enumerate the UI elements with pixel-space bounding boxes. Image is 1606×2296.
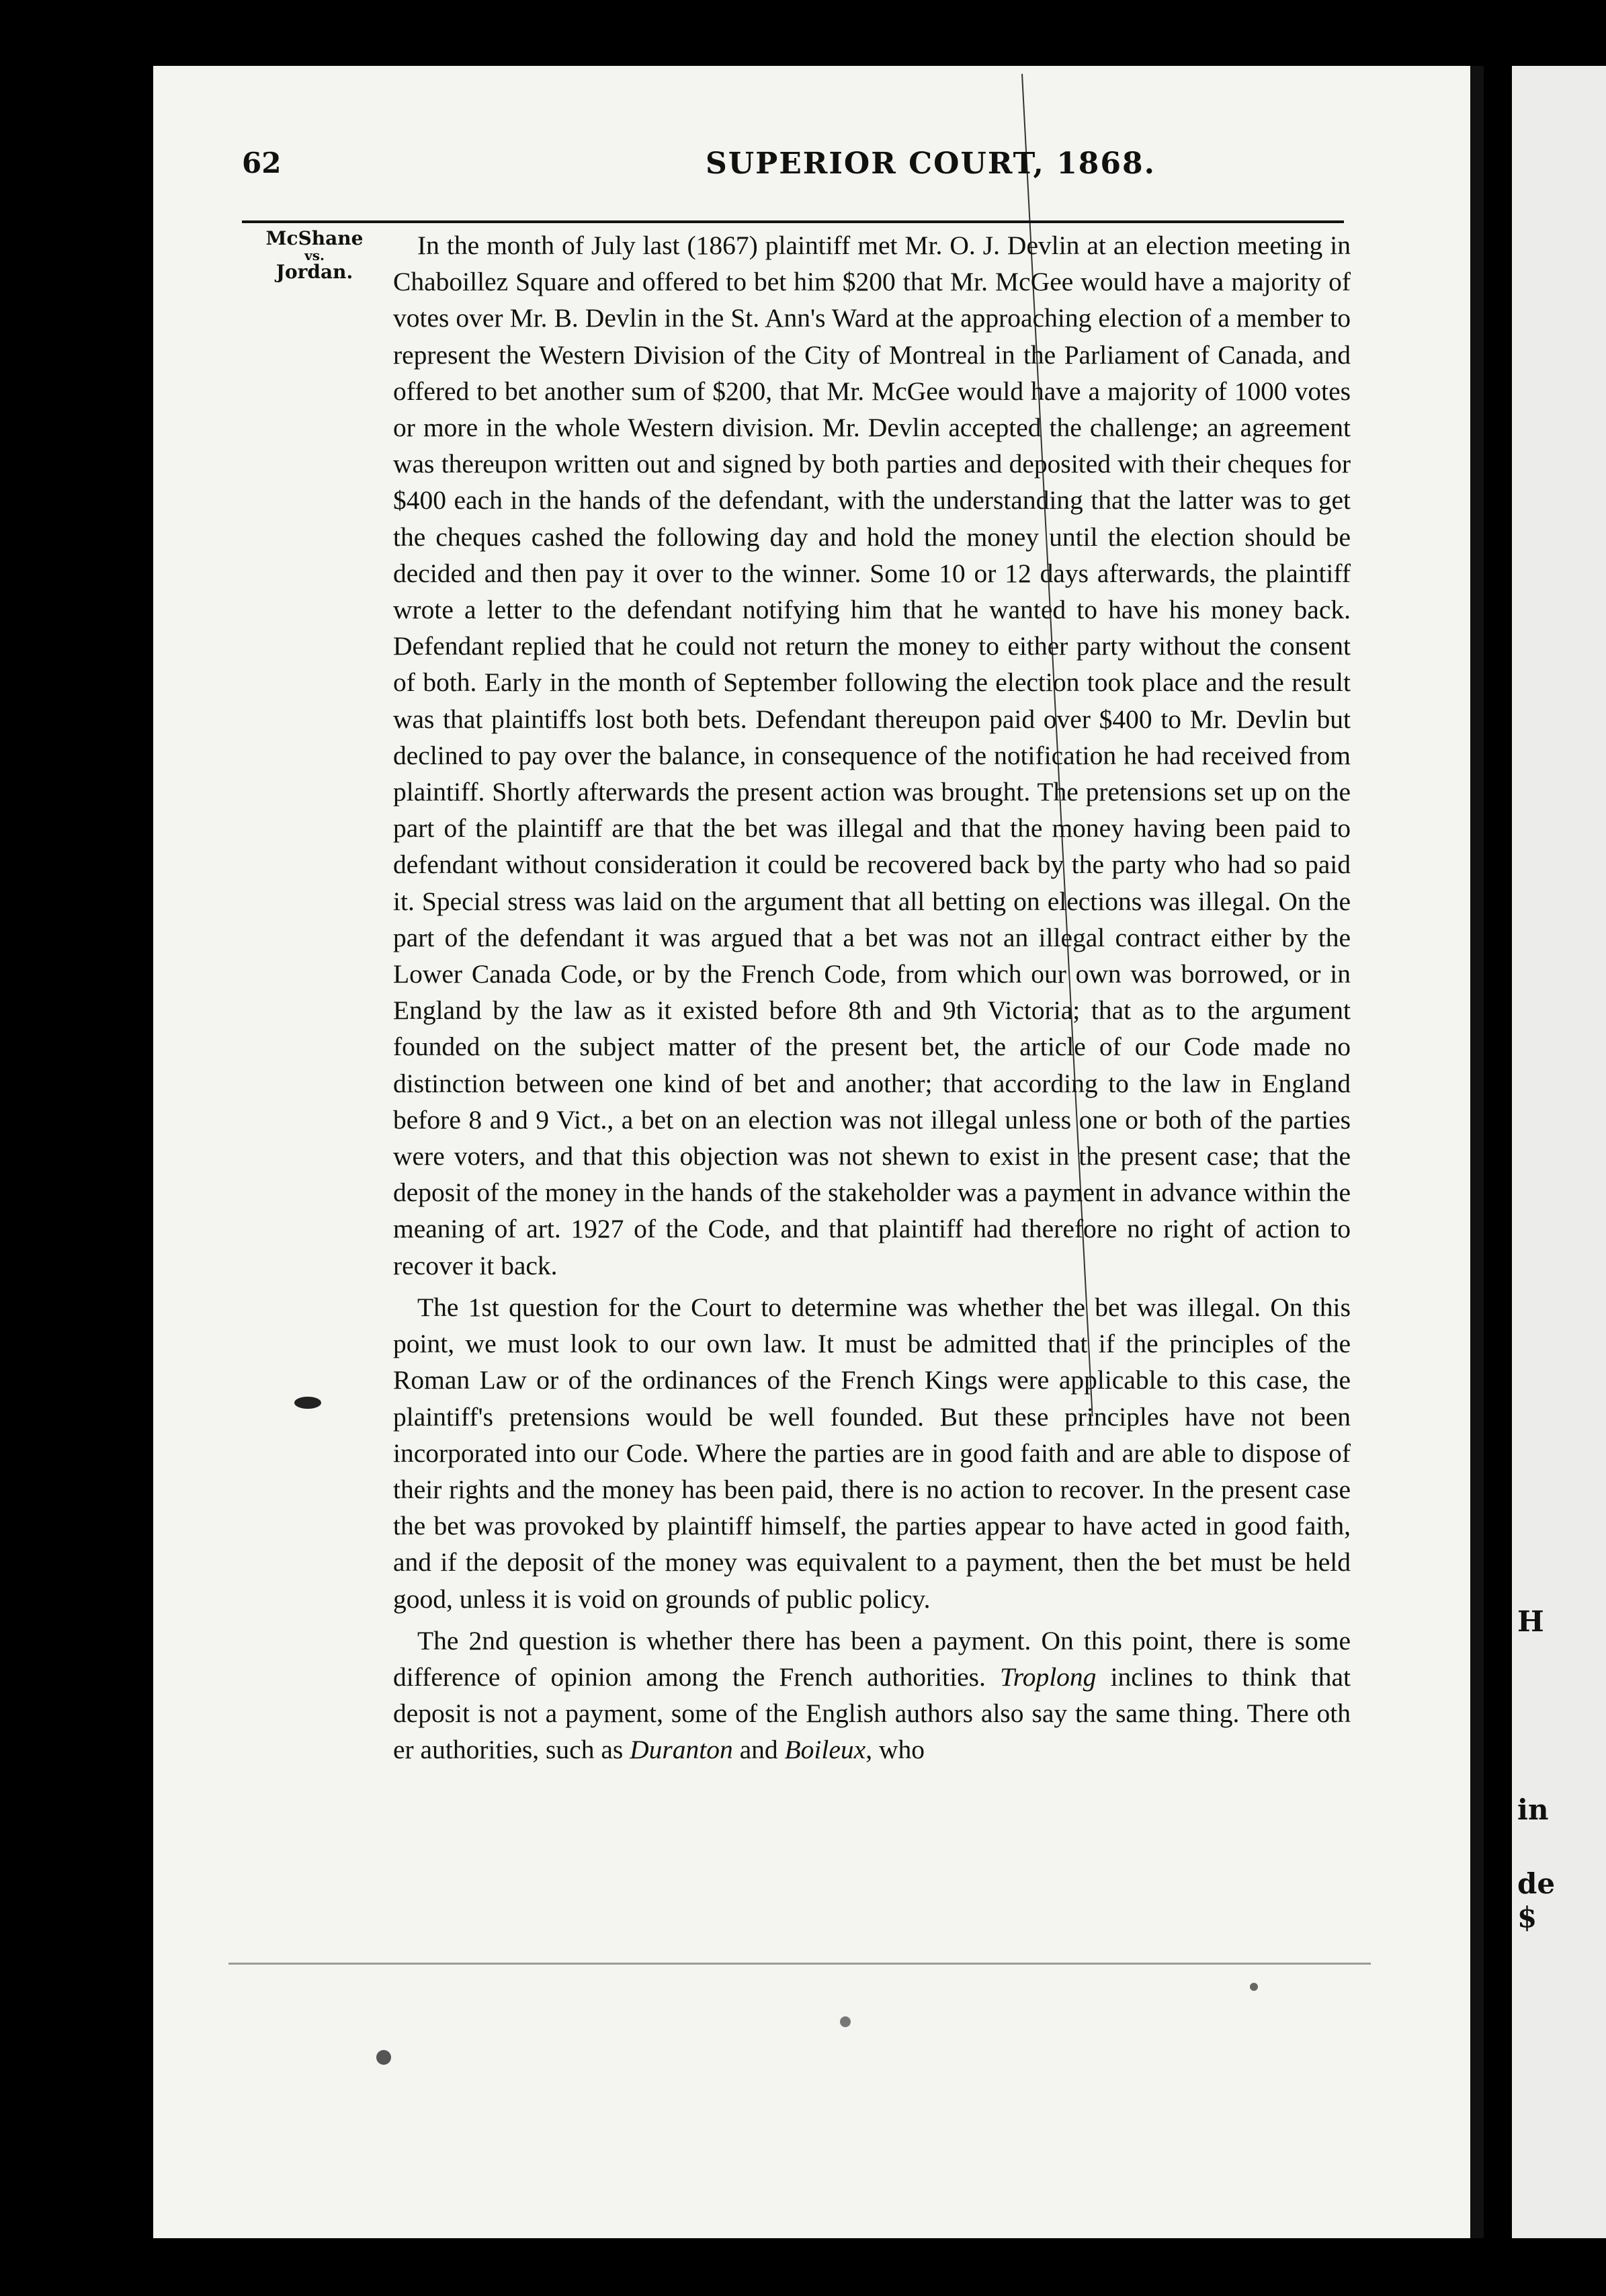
plaintiff-name: McShane <box>265 227 364 249</box>
ink-blot <box>376 2050 391 2065</box>
running-head <box>242 134 1357 188</box>
body-text <box>393 227 1351 1768</box>
ink-blot <box>1250 1983 1258 1991</box>
paragraph-first-question: The 1st question for the Court to determine was whether the bet was illegal. On this point, we must look to our own law. It must be admitted that if the principles of the Roman Law or of the ordinances of the French Kings were applicable to this case, the plaintiff's pretensions would be well founded. But these principles have not been incorporated into our Code. Where the parties are in good faith and are able to dispose of their rights and the money has been paid, there is no action to recover. In the present case the bet was provoked by plaintiff himself, the parties appear to have acted in good faith, and if the deposit of the money was equivalent to a payment, then the bet must be held good, unless it is void on grounds of public policy. <box>393 1292 1351 1614</box>
adjacent-page-letter: de <box>1517 1867 1556 1900</box>
text-run: inclines to think that deposit is not a payment, some of the English authors also say the same thing. There oth er authorities, such as <box>393 1662 1351 1765</box>
page-gutter <box>1470 66 1484 2238</box>
versus-label: vs. <box>304 247 325 263</box>
running-title: SUPERIOR COURT, 1868. <box>706 147 1156 181</box>
adjacent-page-letter: in <box>1517 1793 1549 1826</box>
text-run: The 2nd question is whether there has been a payment. On this point, there is some difference of opinion among the French authorities. <box>393 1625 1351 1692</box>
author-name: Boileux <box>784 1735 866 1765</box>
adjacent-page-letter: $ <box>1517 1901 1537 1934</box>
case-name-margin-note <box>261 229 368 282</box>
paragraph-facts: In the month of July last (1867) plaintiff met Mr. O. J. Devlin at an election meeting in Chaboillez Square and offered to bet him $200 that Mr. McGee would have a majority of votes over Mr. B. Devlin in the St. Ann's Ward at the approaching election of a member to represent the Western Division of the City of Montreal in the Parliament of Canada, and offered to bet another sum of $200, that Mr. McGee would have a majority of 1000 votes or more in the whole Western division. Mr. Devlin accepted the challenge; an agreement was thereupon written out and signed by both parties and deposited with their cheques for $400 each in the hands of the defendant, with the understanding that the latter was to get the cheques cashed the following day and hold the money until the election should be decided and then pay it over to the winner. Some 10 or 12 days afterwards, the plaintiff wrote a letter to the defendant notifying him that he wanted to have his money back. Defendant replied that he could not return the money to either party without the consent of both. Early in the month of September following the election took place and the result was that plaintiffs lost both bets. Defendant thereupon paid over $400 to Mr. Devlin but declined to pay over the balance, in consequence of the notification he had received from plaintiff. Shortly afterwards the present action was brought. The pretensions set up on the part of the plaintiff are that the bet was illegal and that the money having been paid to defendant without consideration it could be recovered back by the party who had so paid it. Special stress was laid on the argument that all betting on elections was illegal. On the part of the defendant it was argued that a bet was not an illegal contract either by the Lower Canada Code, or by the French Code, from which our own was borrowed, or in England by the law as it existed before 8th and 9th Victoria; that as to the argument founded on the subject matter of the present bet, the article of our Code made no distinction between one kind of bet and another; that according to the law in England before 8 and 9 Vict., a bet on an election was not illegal unless one or both of the parties were voters, and that this objection was not shewn to exist in the present case; that the deposit of the money in the hands of the stakeholder was a payment in advance within the meaning of art. 1927 of the Code, and that plaintiff had therefore no right of action to recover it back. <box>393 231 1351 1280</box>
page-number: 62 <box>242 147 282 179</box>
adjacent-page-letter: H <box>1517 1605 1544 1638</box>
author-name: Duranton <box>630 1735 733 1765</box>
ink-blot <box>840 2016 851 2027</box>
text-run: , who <box>865 1735 925 1765</box>
adjacent-page-fragment <box>1512 66 1606 2238</box>
ink-blot <box>294 1397 321 1409</box>
bottom-scan-rule <box>228 1963 1371 1965</box>
header-rule <box>242 220 1344 223</box>
paragraph-second-question <box>393 1623 1351 1768</box>
defendant-name: Jordan. <box>276 261 353 283</box>
text-run: and <box>732 1735 785 1765</box>
author-name: Troplong <box>1000 1662 1097 1692</box>
